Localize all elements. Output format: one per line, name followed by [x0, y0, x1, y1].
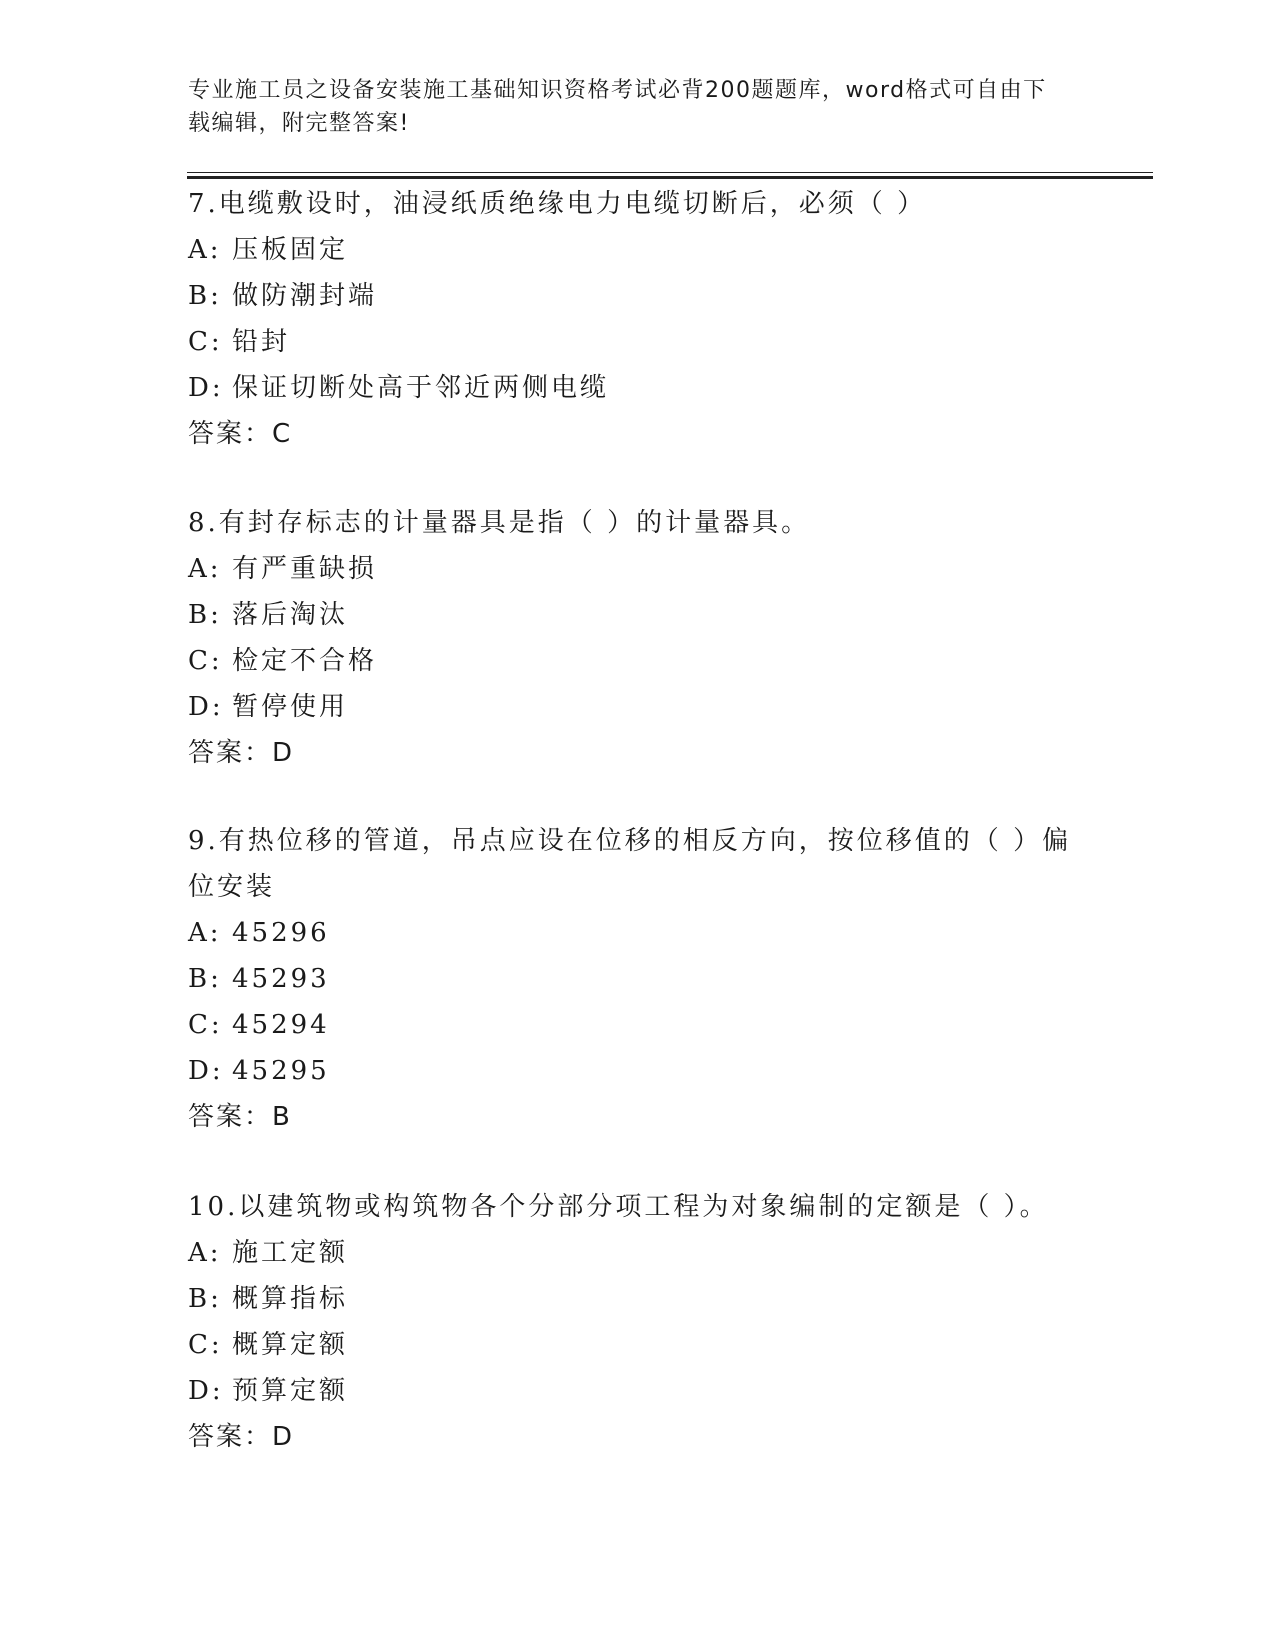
option-a — [188, 1230, 1088, 1276]
question-stem: 10.以建筑物或构筑物各个分部分项工程为对象编制的定额是（ ）。 — [188, 1192, 1049, 1222]
option-text: 概算定额 — [232, 1330, 349, 1360]
option-key: D: — [188, 692, 224, 722]
option-key: B: — [188, 964, 222, 994]
option-text: 压板固定 — [232, 235, 349, 265]
option-text: 暂停使用 — [232, 692, 349, 722]
option-text: 45296 — [232, 918, 330, 948]
option-text: 45294 — [232, 1010, 330, 1040]
option-b — [188, 1276, 1088, 1322]
option-key: D: — [188, 373, 224, 403]
option-text: 45295 — [232, 1056, 330, 1086]
question-stem: 8.有封存标志的计量器具是指（ ）的计量器具。 — [188, 508, 811, 538]
header-divider-thin — [187, 172, 1153, 173]
option-a — [188, 910, 1088, 956]
option-key: B: — [188, 600, 222, 630]
answer-line: 答案：B — [188, 1102, 292, 1132]
option-d — [188, 365, 1088, 411]
option-key: A: — [188, 918, 222, 948]
option-key: B: — [188, 281, 222, 311]
option-text: 检定不合格 — [232, 646, 378, 676]
question-stem: 9.有热位移的管道，吊点应设在位移的相反方向，按位移值的（ ）偏位安装 — [188, 826, 1072, 902]
option-text: 落后淘汰 — [232, 600, 349, 630]
option-key: D: — [188, 1376, 224, 1406]
option-key: D: — [188, 1056, 224, 1086]
option-text: 有严重缺损 — [232, 554, 378, 584]
option-b — [188, 273, 1088, 319]
question-10 — [188, 1184, 1088, 1460]
question-7 — [188, 181, 1088, 457]
option-text: 预算定额 — [232, 1376, 349, 1406]
option-key: A: — [188, 554, 222, 584]
answer-line: 答案：C — [188, 419, 293, 449]
option-a — [188, 546, 1088, 592]
document-intro: 专业施工员之设备安装施工基础知识资格考试必背200题题库，word格式可自由下载编辑，附完整答案! — [188, 78, 1047, 136]
option-text: 45293 — [232, 964, 330, 994]
option-key: C: — [188, 327, 223, 357]
option-a — [188, 227, 1088, 273]
option-key: C: — [188, 646, 223, 676]
answer-line: 答案：D — [188, 1422, 295, 1452]
option-text: 铅封 — [232, 327, 291, 357]
option-c — [188, 319, 1088, 365]
option-text: 概算指标 — [232, 1284, 349, 1314]
option-c — [188, 638, 1088, 684]
option-key: B: — [188, 1284, 222, 1314]
option-d — [188, 684, 1088, 730]
question-stem: 7.电缆敷设时，油浸纸质绝缘电力电缆切断后，必须（ ） — [188, 189, 927, 219]
option-text: 保证切断处高于邻近两侧电缆 — [232, 373, 610, 403]
header-divider-thick — [187, 176, 1153, 179]
option-d — [188, 1368, 1088, 1414]
answer-line: 答案：D — [188, 738, 295, 768]
option-key: C: — [188, 1010, 223, 1040]
option-b — [188, 592, 1088, 638]
option-b — [188, 956, 1088, 1002]
option-c — [188, 1002, 1088, 1048]
question-9 — [188, 818, 1088, 1140]
option-key: A: — [188, 235, 222, 265]
option-text: 施工定额 — [232, 1238, 349, 1268]
option-key: A: — [188, 1238, 222, 1268]
option-text: 做防潮封端 — [232, 281, 378, 311]
question-8 — [188, 500, 1088, 776]
option-key: C: — [188, 1330, 223, 1360]
option-c — [188, 1322, 1088, 1368]
option-d — [188, 1048, 1088, 1094]
